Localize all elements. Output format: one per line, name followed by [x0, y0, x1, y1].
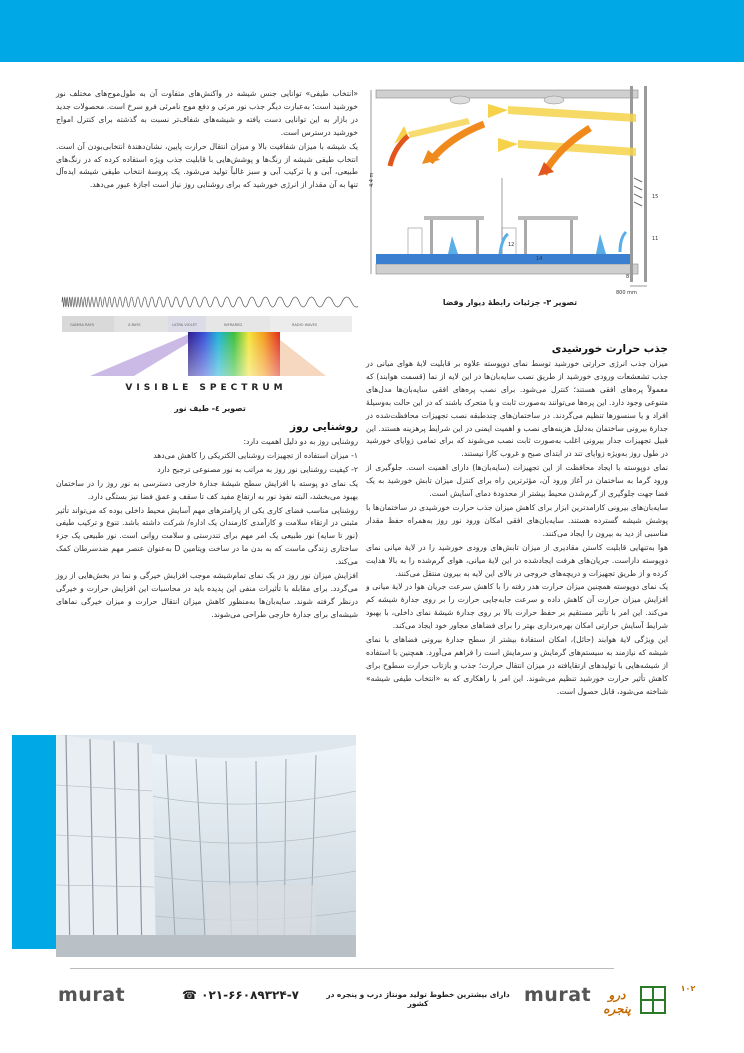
right-paragraph-6: این ویژگی لایهٔ هوابند (حائل)، امکان استفادهٔ بیشتر از سطح جدارهٔ بیرونی فضاهای با نمای شیشه که نیازمند به سیستم‌های گرمایش و سرمایش است را فراهم می‌آورد. همچنین با استفاده از شیشه‌هایی با تولیدهای ارتقایافته در میزان انتقال حرارت؛ جذب و بازتاب حرارت سطوح برای کاهش تأثیر حرارت خورشید تنظیم می‌شوند. این امر با راهکاری که به «انتخاب طیفی شیشه» شناخته می‌شود، قابل حصول است.: [366, 635, 668, 696]
daylight-paragraph-2: ۱- میزان استفاده از تجهیزات روشنایی الکتریکی را کاهش می‌دهد: [153, 450, 358, 460]
callout-8: 8: [626, 274, 630, 280]
right-paragraph-2: نمای دوپوسته با ایجاد محافظت از این تجهیزات (سایه‌بان‌ها) دارای اهمیت است. جلوگیری از ورود گرما به ساختمان در آغاز ورود آن، مؤثرترین راه برای کنترل میزان تابش خورشید به یک فضا جهت جلوگیری از گرم‌شدن محیط بیشتر از محدودهٔ دمای آسایش است.: [366, 463, 668, 499]
callout-11: 11: [652, 236, 659, 242]
facade-section-diagram: [368, 78, 666, 298]
callout-15: 15: [652, 194, 659, 200]
band-uv: ULTRA VIOLET: [172, 323, 198, 327]
width-label: 800 mm: [616, 290, 637, 296]
atrium-photo: [56, 735, 356, 957]
brand-text-left: murat: [58, 984, 126, 1006]
photo-frame-side: [12, 745, 56, 949]
magazine-title: درو پنجره: [603, 988, 631, 1016]
daylight-paragraph-5: روشنایی مناسب فضای کاری یکی از پارامترهای مهم آسایش محیط داخلی بوده که می‌تواند تأثیر مثبتی در ارتقاء سلامت و کارآمدی کارمندان یک اداره/ شرکت داشته باشد. تنوع و ترکیب طیفی (نور تا سایه) نور طبیعی یک امر مهم برای تندرستی و سلامت روانی است. نور طبیعی یک جزء ساختاری زندگی ماست که به بدن ما در ساخت ویتامین D به‌عنوان عنصر مهم ضدسرطان کمک می‌کند.: [56, 505, 358, 567]
phone-icon: ☎: [182, 988, 197, 1002]
band-infrared: INFRARED: [224, 323, 243, 327]
daylight-paragraph-1: روشنایی روز به دو دلیل اهمیت دارد:: [243, 437, 358, 446]
page-footer: [0, 968, 744, 1028]
phone-number: [182, 988, 299, 1002]
figure3-caption: تصویر ۳- جزئیات رابطهٔ دیوار وفضا: [442, 298, 578, 307]
daylight-paragraph-3: ۲- کیفیت روشنایی نور روز به مراتب به نور مصنوعی ترجیح دارد: [157, 464, 358, 474]
figure4-caption: تصویر ٤- طیف نور: [174, 404, 246, 413]
left-paragraph-1: «انتخاب طیفی» توانایی جنس شیشه در واکنش‌های متفاوت آن به طول‌موج‌های مختلف نور خورشید است؛ به‌عبارت دیگر جذب نور مرئی و دفع موج نامرئی فرو سرخ است. محصولات جدید در بازار به این توانایی دست یافته و شیشه‌های شفاف‌تر نسبت به گذشته برای کنترل امواج خورشید درسترس است.: [56, 89, 358, 137]
right-paragraph-5: یک نمای دوپوسته همچنین میزان حرارت هدر رفته را با کاهش سرعت جریان هوا در لایهٔ میانی و افزایش میزان حرارت آن کاهش داده و سرعت جابه‌جایی حرارت را بر روی جدارهٔ شیشه کم می‌کند. این امر با تأثیر مستقیم بر حفظ حرارت بالا بر روی جدارهٔ شیشهٔ نمای داخلی، با بهبود شرایط آسایش حرارتی امکان بهره‌برداری بهتر را برای فضاهای مجاور خود ایجاد می‌کند.: [366, 582, 668, 631]
daylight-section: [56, 420, 358, 623]
spectrum-title: VISIBLE SPECTRUM: [125, 383, 287, 393]
brand-text-right: murat: [524, 984, 592, 1006]
footer-tagline: دارای بیشترین خطوط تولید مونتاژ درب و پنجره در کشور: [326, 990, 510, 1008]
phone-text: ۰۲۱-۶۶۰۸۹۳۲۴-۷: [201, 988, 299, 1002]
daylight-paragraph-4: یک نمای دو پوسته با افزایش سطح شیشهٔ جدارهٔ خارجی دسترسی به نور روز را در ساختمان بهبود می‌بخشد، البته نفوذ نور به ارتفاع مفید کف تا سقف و عمق فضا نیز بستگی دارد.: [56, 478, 358, 501]
solar-heat-heading: جذب حرارت خورشیدی: [551, 343, 668, 355]
murat-logo-left: [58, 984, 125, 1006]
callout-12: 12: [508, 242, 515, 248]
daylight-heading: روشنایی روز: [290, 421, 358, 433]
daylight-paragraph-6: افزایش میزان نور روز در یک نمای تمام‌شیشه موجب افزایش خیرگی و نما در بخش‌هایی از روز می‌گردد. برای مقابله با تأثیرات منفی این پدیده باید در محاسبات این افزایش حرارت و خیرگی درنظر گرفته شوند. سایه‌بان‌ها به‌منظور کاهش میزان انتقال حرارت و میزان خیرگی نماهای شیشه‌ای برای جدارهٔ خارجی طراحی می‌شوند.: [56, 571, 358, 619]
left-paragraph-2: یک شیشه با میزان شفافیت بالا و میزان انتقال حرارت پایین، نشان‌دهندهٔ انتخابی‌بودن آن است. انتخاب طیفی شیشه از رنگ‌ها و پوشش‌هایی با قابلیت جذب ویژه استفاده کرده که در رنگ‌های طبیعی، آبی و یا ترکیب آبی و سبز غالباً تولید می‌شود. یک پروسهٔ انتخاب طیفی شیشه ایده‌آل تنها به آن مقدار از انرژی خورشید که برای روشنایی روز نیاز است اجازهٔ عبور می‌دهد.: [56, 141, 358, 190]
band-radio: RADIO WAVES: [292, 323, 318, 327]
right-paragraph-4: هوا به‌تنهایی قابلیت کاستن مقادیری از میزان تابش‌های ورودی خورشید را در لایهٔ میانی نمای دوپوسته داراست. جریان‌های هرفت ایجادشده در این لایهٔ میانی، هوای گرم‌شده را به بالا هدایت کرده و از طریق تجهیزات و دریچه‌های خروجی در بالای این لایه به بیرون منتقل می‌کنند.: [366, 542, 668, 578]
page-number: ۱۰۲: [680, 984, 696, 993]
right-paragraph-1: میزان جذب انرژی حرارتی خورشید توسط نمای دوپوسته علاوه بر قابلیت لایهٔ هوای میانی در جذب تشعشعات ورودی خورشید از طریق نصب سایه‌بان‌ها در این لایه از نما (قسمت هوابند) که معمولاً پره‌های افقی هستند؛ کنترل می‌شود. برای نصب پره‌های افقی سایه‌بان‌ها مدل‌های متنوعی وجود دارد. این پره‌ها می‌توانند به‌صورت ثابت و یا متحرک باشند که در این حالت به‌وسیلهٔ افراد و یا سنسورها تنظیم می‌گردند. در ساختمان‌های چندطبقه نصب تجهیزات محافظت‌شده در جدارهٔ بیرونی ساختمان به‌دلیل هزینه‌های نصب و اهمیت ایمنی در این شرایط پرهزینه هستند. این قبیل تجهیزات جدار بیرونی اغلب به‌صورت ثابت نصب می‌شوند که برای تمامی زوایای خورشید در طول روز به‌ویژه زوایای تند در ابتدای صبح و غروب کارا نیستند.: [366, 359, 668, 459]
visible-spectrum-figure: [56, 286, 358, 398]
callout-14: 14: [536, 256, 543, 262]
murat-logo-right: [524, 984, 591, 1006]
footer-rule: [70, 968, 614, 969]
header-band: [0, 0, 744, 62]
solar-heat-section: [366, 342, 668, 700]
left-column-intro: [56, 88, 358, 193]
right-paragraph-3: سایه‌بان‌های بیرونی کارامدترین ابزار برای کاهش میزان جذب حرارت خورشیدی در ساختمان‌ها با پوشش شیشه گسترده هستند. سایه‌بان‌های افقی امکان ورود نور روز به‌همراه حفظ مقدار مناسبی از دید به بیرون را ایجاد می‌کنند.: [366, 502, 668, 538]
band-gamma: GAMMA RAYS: [70, 323, 95, 327]
window-logo-icon: [640, 986, 666, 1014]
band-xray: X-RAYS: [128, 323, 141, 327]
height-label: 4.4 m: [369, 172, 375, 187]
